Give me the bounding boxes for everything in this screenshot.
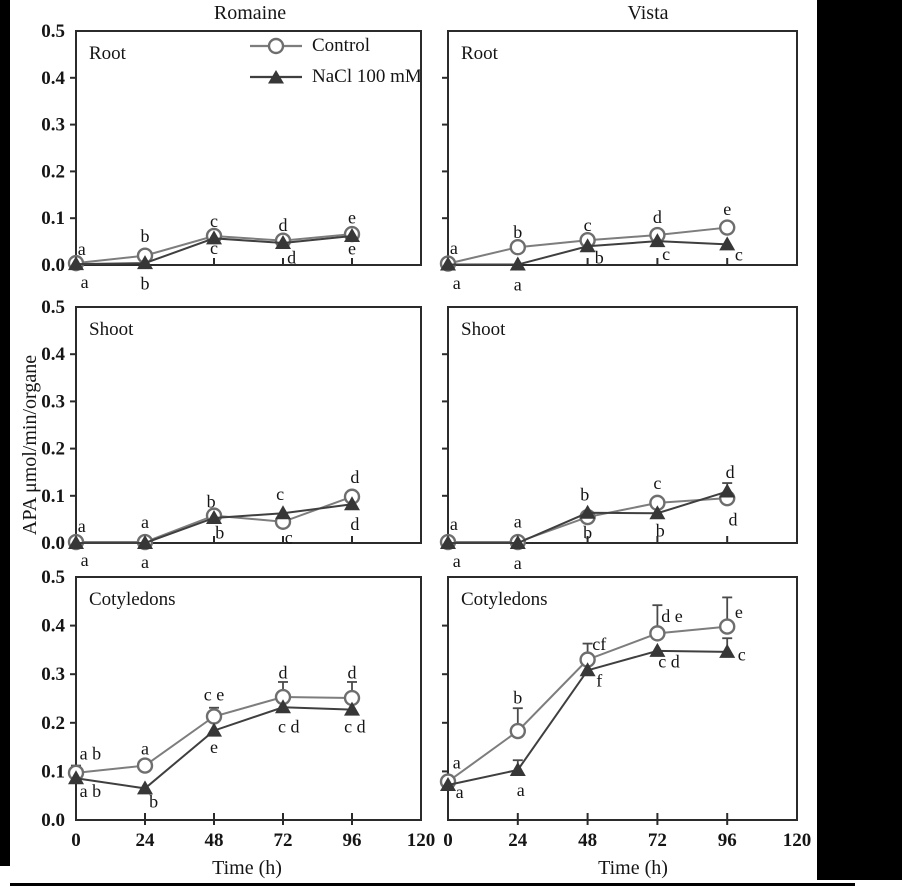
organ-label: Shoot [461, 319, 506, 340]
sig-letter: b [513, 687, 523, 708]
y-tick-label: 0.5 [41, 21, 65, 42]
sig-letter: b [206, 491, 216, 512]
sig-letter: a [455, 781, 464, 802]
y-axis-label: APA μmol/min/organe [19, 354, 41, 536]
sig-letter: c [276, 483, 285, 504]
y-tick-label: 0.5 [41, 567, 65, 588]
sig-letter: d [278, 662, 288, 683]
organ-label: Shoot [89, 319, 134, 340]
sig-letter: a [141, 738, 149, 759]
sig-letter: a [452, 752, 461, 773]
x-tick-label: 96 [717, 830, 737, 851]
x-axis-label-left: Time (h) [212, 857, 282, 879]
x-tick-label: 24 [135, 830, 155, 851]
x-tick-label: 120 [782, 830, 812, 851]
column-title-romaine: Romaine [213, 2, 287, 24]
sig-letter: e [734, 601, 743, 622]
sig-letter: c [737, 644, 746, 665]
marker-control [207, 709, 221, 723]
marker-nacl [510, 762, 526, 776]
marker-control [720, 620, 734, 634]
panel-vista-shoot [440, 307, 797, 573]
sig-letter: a [77, 516, 86, 537]
x-tick-label: 0 [443, 830, 453, 851]
sig-letter: a [513, 511, 522, 532]
organ-label: Root [461, 43, 498, 64]
sig-letter: c [662, 243, 671, 264]
y-tick-label: 0.1 [41, 485, 65, 507]
sig-letter: d [652, 206, 662, 227]
panel-vista-root [440, 31, 797, 295]
legend-label-nacl: NaCl 100 mM [312, 66, 422, 87]
marker-control [650, 626, 664, 640]
sig-letter: c [734, 244, 743, 265]
organ-label: Root [89, 43, 126, 64]
sig-letter: f [596, 670, 603, 691]
y-tick-label: 0.0 [41, 255, 65, 276]
sig-letter: b [594, 247, 604, 268]
sig-letter: d e [661, 605, 683, 626]
sig-letter: d [347, 662, 357, 683]
panel-vista-cotyledons [440, 577, 811, 851]
organ-label: Cotyledons [461, 589, 548, 610]
x-tick-label: 72 [647, 830, 667, 851]
sig-letter: e [723, 198, 732, 219]
sig-letter: a [452, 272, 461, 293]
marker-control [511, 724, 525, 738]
y-tick-label: 0.0 [41, 533, 65, 554]
plot-frame [448, 31, 797, 265]
sig-letter: c [210, 211, 218, 232]
y-tick-label: 0.2 [41, 438, 65, 460]
y-tick-label: 0.3 [41, 391, 65, 413]
x-tick-label: 48 [204, 830, 224, 851]
sig-letter: a [141, 551, 149, 572]
plot-frame [76, 31, 421, 265]
sig-letter: c [583, 214, 592, 235]
y-tick-label: 0.1 [41, 208, 65, 230]
sig-letter: b [583, 522, 593, 543]
sig-letter: a [516, 779, 525, 800]
y-tick-label: 0.4 [41, 344, 65, 366]
panel-romaine-root [41, 21, 421, 294]
sig-letter: d [287, 247, 297, 268]
sig-letter: c [653, 473, 662, 494]
sig-letter: c [284, 527, 293, 548]
sig-letter: b [140, 225, 150, 246]
sig-letter: b [580, 484, 590, 505]
sig-letter: d [725, 462, 735, 483]
organ-label: Cotyledons [89, 589, 176, 610]
plot-frame [448, 577, 797, 820]
sig-letter: c d [278, 716, 300, 737]
sig-letter: c [210, 238, 218, 259]
sig-letter: a [449, 514, 458, 535]
sig-letter: d [278, 214, 288, 235]
plot-frame [76, 307, 421, 543]
sig-letter: c d [658, 651, 680, 672]
y-tick-label: 0.1 [41, 761, 65, 783]
plot-frame [448, 307, 797, 543]
sig-letter: a b [79, 743, 102, 764]
sig-letter: a [77, 239, 86, 260]
y-tick-label: 0.4 [41, 67, 65, 89]
panel-romaine-cotyledons [41, 567, 435, 851]
x-tick-label: 72 [273, 830, 293, 851]
sig-letter: e [210, 737, 218, 758]
y-tick-label: 0.0 [41, 810, 65, 831]
sig-letter: cf [592, 634, 607, 655]
sig-letter: b [140, 273, 150, 294]
sig-letter: a [141, 512, 149, 533]
sig-letter: c d [344, 716, 366, 737]
plot-frame [76, 577, 421, 820]
y-tick-label: 0.3 [41, 664, 65, 686]
x-tick-label: 0 [71, 830, 81, 851]
sig-letter: a [452, 550, 461, 571]
x-tick-label: 120 [406, 830, 436, 851]
sig-letter: a [80, 549, 89, 570]
sig-letter: a [80, 271, 89, 292]
sig-letter: b [655, 520, 665, 541]
x-tick-label: 48 [578, 830, 598, 851]
marker-control [720, 221, 734, 235]
marker-control [138, 759, 152, 773]
y-tick-label: 0.4 [41, 615, 65, 637]
y-tick-label: 0.3 [41, 114, 65, 136]
marker-nacl [719, 484, 735, 498]
sig-letter: d [728, 509, 738, 530]
sig-letter: a b [79, 780, 102, 801]
y-tick-label: 0.2 [41, 161, 65, 183]
sig-letter: a [513, 274, 522, 295]
sig-letter: a [513, 552, 522, 573]
sig-letter: e [348, 207, 356, 228]
sig-letter: b [149, 791, 159, 812]
sig-letter: b [215, 522, 225, 543]
x-tick-label: 96 [342, 830, 362, 851]
sig-letter: d [350, 466, 360, 487]
panel-romaine-shoot [41, 297, 421, 572]
column-title-vista: Vista [627, 2, 669, 24]
sig-letter: d [350, 514, 360, 535]
marker-control [511, 240, 525, 254]
sig-letter: a [449, 238, 458, 259]
sig-letter: e [348, 238, 356, 259]
legend-label-control: Control [312, 35, 371, 56]
sig-letter: c e [203, 684, 225, 705]
sig-letter: b [513, 222, 523, 243]
x-axis-label-right: Time (h) [598, 857, 668, 879]
y-tick-label: 0.5 [41, 297, 65, 318]
x-tick-label: 24 [508, 830, 528, 851]
y-tick-label: 0.2 [41, 712, 65, 734]
